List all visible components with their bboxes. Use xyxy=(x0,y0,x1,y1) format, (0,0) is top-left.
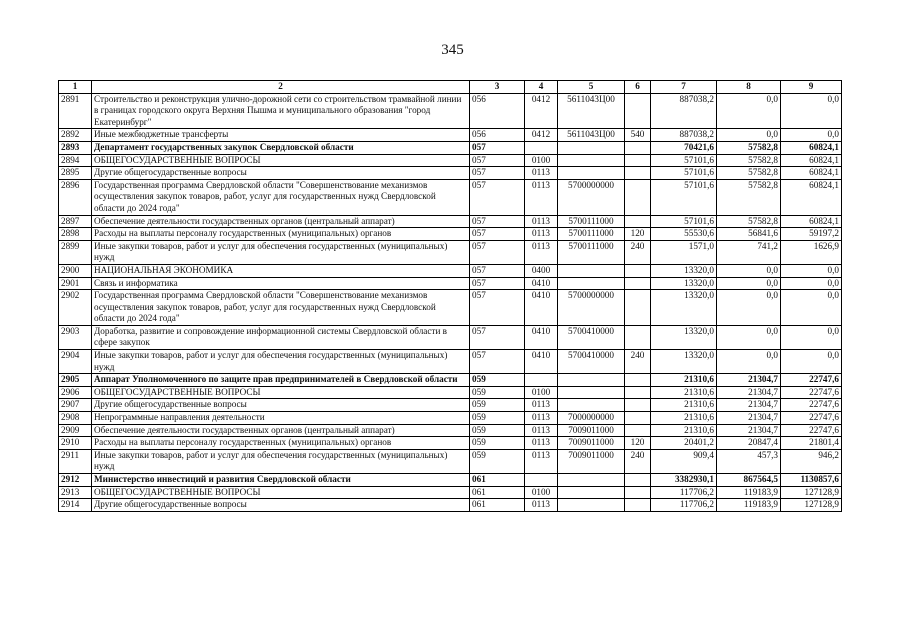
cell-name: Другие общегосударственные вопросы xyxy=(92,167,470,180)
cell-c4: 0100 xyxy=(525,486,558,499)
cell-c8: 57582,8 xyxy=(717,215,781,228)
cell-c5: 7009011000 xyxy=(558,424,625,437)
cell-c9: 22747,6 xyxy=(781,424,842,437)
cell-c6 xyxy=(625,499,651,512)
cell-id: 2904 xyxy=(59,350,92,374)
cell-c6 xyxy=(625,386,651,399)
cell-c6 xyxy=(625,215,651,228)
cell-c4: 0113 xyxy=(525,424,558,437)
table-row xyxy=(59,93,842,129)
cell-c5: 5611043Ц00 xyxy=(558,129,625,142)
cell-c8: 57582,8 xyxy=(717,179,781,215)
cell-c9: 1626,9 xyxy=(781,240,842,264)
cell-c6 xyxy=(625,167,651,180)
cell-c4: 0113 xyxy=(525,167,558,180)
cell-c8: 21304,7 xyxy=(717,386,781,399)
table-body xyxy=(59,93,842,511)
cell-c5: 5611043Ц00 xyxy=(558,93,625,129)
cell-c4 xyxy=(525,474,558,487)
cell-c8: 57582,8 xyxy=(717,167,781,180)
cell-id: 2911 xyxy=(59,449,92,473)
cell-c9: 60824,1 xyxy=(781,167,842,180)
cell-id: 2909 xyxy=(59,424,92,437)
cell-c9: 22747,6 xyxy=(781,374,842,387)
col-header: 8 xyxy=(717,81,781,94)
cell-name: Связь и информатика xyxy=(92,277,470,290)
cell-c9: 0,0 xyxy=(781,290,842,326)
cell-c3: 056 xyxy=(470,93,525,129)
col-header: 4 xyxy=(525,81,558,94)
cell-name: Обеспечение деятельности государственных органов (центральный аппарат) xyxy=(92,215,470,228)
cell-c6: 240 xyxy=(625,350,651,374)
cell-c7: 57101,6 xyxy=(651,154,717,167)
table-row xyxy=(59,350,842,374)
cell-c9: 22747,6 xyxy=(781,386,842,399)
table-row xyxy=(59,374,842,387)
cell-name: Аппарат Уполномоченного по защите прав предпринимателей в Свердловской области xyxy=(92,374,470,387)
cell-id: 2898 xyxy=(59,228,92,241)
cell-c3: 057 xyxy=(470,290,525,326)
cell-c7: 13320,0 xyxy=(651,350,717,374)
cell-c6 xyxy=(625,474,651,487)
table-row xyxy=(59,215,842,228)
cell-c8: 0,0 xyxy=(717,350,781,374)
table-row xyxy=(59,486,842,499)
cell-c5: 5700111000 xyxy=(558,240,625,264)
cell-c9: 22747,6 xyxy=(781,412,842,425)
cell-c5 xyxy=(558,474,625,487)
cell-c3: 057 xyxy=(470,154,525,167)
cell-c7: 1571,0 xyxy=(651,240,717,264)
table-row xyxy=(59,399,842,412)
cell-id: 2899 xyxy=(59,240,92,264)
cell-id: 2900 xyxy=(59,264,92,277)
cell-c6 xyxy=(625,412,651,425)
cell-c9: 60824,1 xyxy=(781,154,842,167)
cell-name: ОБЩЕГОСУДАРСТВЕННЫЕ ВОПРОСЫ xyxy=(92,154,470,167)
cell-c4: 0410 xyxy=(525,290,558,326)
cell-c4: 0410 xyxy=(525,350,558,374)
cell-c3: 059 xyxy=(470,399,525,412)
cell-id: 2893 xyxy=(59,141,92,154)
cell-c8: 457,3 xyxy=(717,449,781,473)
cell-c7: 21310,6 xyxy=(651,386,717,399)
cell-c7: 55530,6 xyxy=(651,228,717,241)
cell-name: Иные закупки товаров, работ и услуг для обеспечения государственных (муниципальных) нужд xyxy=(92,449,470,473)
cell-c8: 57582,8 xyxy=(717,141,781,154)
cell-c3: 059 xyxy=(470,386,525,399)
cell-c7: 57101,6 xyxy=(651,215,717,228)
cell-c6 xyxy=(625,325,651,349)
cell-c8: 867564,5 xyxy=(717,474,781,487)
cell-c6 xyxy=(625,93,651,129)
cell-id: 2901 xyxy=(59,277,92,290)
cell-c3: 057 xyxy=(470,179,525,215)
cell-name: Департамент государственных закупок Свердловской области xyxy=(92,141,470,154)
cell-c4: 0400 xyxy=(525,264,558,277)
cell-c8: 741,2 xyxy=(717,240,781,264)
cell-c9: 59197,2 xyxy=(781,228,842,241)
cell-c4 xyxy=(525,374,558,387)
cell-c7: 13320,0 xyxy=(651,277,717,290)
cell-c7: 21310,6 xyxy=(651,412,717,425)
table-row xyxy=(59,290,842,326)
cell-c6 xyxy=(625,154,651,167)
cell-id: 2903 xyxy=(59,325,92,349)
cell-c5 xyxy=(558,499,625,512)
table-row xyxy=(59,141,842,154)
table-row xyxy=(59,474,842,487)
cell-c5: 5700410000 xyxy=(558,350,625,374)
cell-c6: 240 xyxy=(625,240,651,264)
cell-c3: 057 xyxy=(470,325,525,349)
cell-name: Государственная программа Свердловской области "Совершенствование механизмов осуществления закупок товаров, работ, услуг для государственных нужд Свердловской области до 2024 года" xyxy=(92,179,470,215)
table-row xyxy=(59,277,842,290)
cell-id: 2895 xyxy=(59,167,92,180)
cell-c4: 0113 xyxy=(525,240,558,264)
cell-c8: 57582,8 xyxy=(717,154,781,167)
table-row xyxy=(59,129,842,142)
cell-c3: 057 xyxy=(470,215,525,228)
col-header: 6 xyxy=(625,81,651,94)
cell-c3: 057 xyxy=(470,350,525,374)
table-row xyxy=(59,449,842,473)
cell-c5 xyxy=(558,167,625,180)
cell-c3: 061 xyxy=(470,486,525,499)
table-row xyxy=(59,499,842,512)
cell-name: Доработка, развитие и сопровождение информационной системы Свердловской области в сфере закупок xyxy=(92,325,470,349)
cell-c9: 21801,4 xyxy=(781,437,842,450)
cell-c4: 0100 xyxy=(525,154,558,167)
cell-c7: 20401,2 xyxy=(651,437,717,450)
cell-c7: 57101,6 xyxy=(651,167,717,180)
cell-c6 xyxy=(625,424,651,437)
cell-c3: 059 xyxy=(470,412,525,425)
cell-c4: 0113 xyxy=(525,412,558,425)
table-row xyxy=(59,179,842,215)
cell-c6: 240 xyxy=(625,449,651,473)
cell-c7: 21310,6 xyxy=(651,374,717,387)
cell-name: Обеспечение деятельности государственных органов (центральный аппарат) xyxy=(92,424,470,437)
cell-c9: 946,2 xyxy=(781,449,842,473)
cell-c8: 119183,9 xyxy=(717,499,781,512)
cell-id: 2910 xyxy=(59,437,92,450)
cell-c8: 0,0 xyxy=(717,129,781,142)
cell-c5 xyxy=(558,154,625,167)
col-header: 5 xyxy=(558,81,625,94)
cell-id: 2894 xyxy=(59,154,92,167)
cell-c7: 21310,6 xyxy=(651,399,717,412)
cell-name: Другие общегосударственные вопросы xyxy=(92,399,470,412)
cell-name: Строительство и реконструкция улично-дорожной сети со строительством трамвайной линии в границах городского округа Верхняя Пышма и муниципального образования "город Екатеринбург" xyxy=(92,93,470,129)
table-row xyxy=(59,412,842,425)
cell-c8: 0,0 xyxy=(717,290,781,326)
cell-c8: 0,0 xyxy=(717,277,781,290)
cell-name: Государственная программа Свердловской области "Совершенствование механизмов осуществления закупок товаров, работ, услуг для государственных нужд Свердловской области до 2024 года" xyxy=(92,290,470,326)
cell-name: НАЦИОНАЛЬНАЯ ЭКОНОМИКА xyxy=(92,264,470,277)
cell-c6 xyxy=(625,277,651,290)
cell-c9: 22747,6 xyxy=(781,399,842,412)
cell-c8: 0,0 xyxy=(717,93,781,129)
cell-c9: 60824,1 xyxy=(781,141,842,154)
cell-name: Непрограммные направления деятельности xyxy=(92,412,470,425)
cell-c6: 120 xyxy=(625,228,651,241)
cell-c5: 7009011000 xyxy=(558,449,625,473)
cell-c9: 0,0 xyxy=(781,129,842,142)
cell-id: 2897 xyxy=(59,215,92,228)
cell-c7: 117706,2 xyxy=(651,486,717,499)
cell-c5 xyxy=(558,486,625,499)
cell-c8: 21304,7 xyxy=(717,399,781,412)
cell-c4: 0410 xyxy=(525,325,558,349)
cell-c9: 60824,1 xyxy=(781,215,842,228)
cell-c8: 21304,7 xyxy=(717,412,781,425)
cell-c8: 119183,9 xyxy=(717,486,781,499)
table-row xyxy=(59,167,842,180)
cell-c7: 117706,2 xyxy=(651,499,717,512)
cell-c5: 5700000000 xyxy=(558,290,625,326)
cell-c8: 0,0 xyxy=(717,325,781,349)
cell-c7: 57101,6 xyxy=(651,179,717,215)
cell-c6 xyxy=(625,290,651,326)
cell-c9: 127128,9 xyxy=(781,486,842,499)
table-row xyxy=(59,240,842,264)
table-row xyxy=(59,228,842,241)
cell-c3: 057 xyxy=(470,264,525,277)
col-header: 9 xyxy=(781,81,842,94)
cell-name: Министерство инвестиций и развития Свердловской области xyxy=(92,474,470,487)
cell-id: 2906 xyxy=(59,386,92,399)
cell-c4: 0113 xyxy=(525,399,558,412)
table-row xyxy=(59,437,842,450)
cell-c4: 0412 xyxy=(525,93,558,129)
cell-c7: 13320,0 xyxy=(651,290,717,326)
cell-id: 2896 xyxy=(59,179,92,215)
cell-c7: 70421,6 xyxy=(651,141,717,154)
cell-c3: 057 xyxy=(470,167,525,180)
cell-c7: 3382930,1 xyxy=(651,474,717,487)
cell-c5: 7000000000 xyxy=(558,412,625,425)
cell-c5 xyxy=(558,277,625,290)
col-header: 1 xyxy=(59,81,92,94)
cell-c9: 60824,1 xyxy=(781,179,842,215)
cell-id: 2907 xyxy=(59,399,92,412)
cell-c3: 059 xyxy=(470,424,525,437)
col-header: 7 xyxy=(651,81,717,94)
table-row xyxy=(59,325,842,349)
cell-c4: 0100 xyxy=(525,386,558,399)
cell-c5: 5700410000 xyxy=(558,325,625,349)
cell-c4: 0113 xyxy=(525,437,558,450)
cell-c3: 057 xyxy=(470,141,525,154)
cell-c6: 120 xyxy=(625,437,651,450)
cell-name: ОБЩЕГОСУДАРСТВЕННЫЕ ВОПРОСЫ xyxy=(92,386,470,399)
cell-c3: 061 xyxy=(470,474,525,487)
cell-c5 xyxy=(558,374,625,387)
cell-c3: 059 xyxy=(470,374,525,387)
cell-c9: 0,0 xyxy=(781,277,842,290)
cell-c6 xyxy=(625,399,651,412)
cell-c9: 0,0 xyxy=(781,350,842,374)
cell-c5: 5700000000 xyxy=(558,179,625,215)
cell-c5 xyxy=(558,264,625,277)
table-row xyxy=(59,424,842,437)
cell-id: 2891 xyxy=(59,93,92,129)
cell-name: Иные межбюджетные трансферты xyxy=(92,129,470,142)
cell-c8: 0,0 xyxy=(717,264,781,277)
cell-c7: 13320,0 xyxy=(651,325,717,349)
cell-name: Расходы на выплаты персоналу государственных (муниципальных) органов xyxy=(92,228,470,241)
table-row xyxy=(59,154,842,167)
cell-c5 xyxy=(558,386,625,399)
cell-name: ОБЩЕГОСУДАРСТВЕННЫЕ ВОПРОСЫ xyxy=(92,486,470,499)
cell-c6 xyxy=(625,264,651,277)
col-header: 2 xyxy=(92,81,470,94)
cell-c4: 0113 xyxy=(525,215,558,228)
cell-c3: 059 xyxy=(470,449,525,473)
cell-name: Другие общегосударственные вопросы xyxy=(92,499,470,512)
cell-c8: 20847,4 xyxy=(717,437,781,450)
cell-c9: 0,0 xyxy=(781,264,842,277)
cell-c3: 059 xyxy=(470,437,525,450)
cell-c4: 0113 xyxy=(525,449,558,473)
cell-c7: 13320,0 xyxy=(651,264,717,277)
cell-c4 xyxy=(525,141,558,154)
cell-id: 2912 xyxy=(59,474,92,487)
cell-id: 2914 xyxy=(59,499,92,512)
header-row xyxy=(59,81,842,94)
cell-id: 2902 xyxy=(59,290,92,326)
cell-c4: 0113 xyxy=(525,228,558,241)
table-row xyxy=(59,386,842,399)
cell-c4: 0113 xyxy=(525,179,558,215)
cell-id: 2892 xyxy=(59,129,92,142)
cell-c7: 887038,2 xyxy=(651,129,717,142)
cell-c5: 5700111000 xyxy=(558,215,625,228)
cell-c3: 056 xyxy=(470,129,525,142)
cell-c7: 887038,2 xyxy=(651,93,717,129)
cell-name: Расходы на выплаты персоналу государственных (муниципальных) органов xyxy=(92,437,470,450)
cell-c5: 7009011000 xyxy=(558,437,625,450)
cell-id: 2913 xyxy=(59,486,92,499)
cell-c4: 0410 xyxy=(525,277,558,290)
cell-c6 xyxy=(625,486,651,499)
cell-c5: 5700111000 xyxy=(558,228,625,241)
cell-c8: 21304,7 xyxy=(717,374,781,387)
cell-name: Иные закупки товаров, работ и услуг для обеспечения государственных (муниципальных) нужд xyxy=(92,240,470,264)
cell-c5 xyxy=(558,399,625,412)
cell-c3: 057 xyxy=(470,277,525,290)
cell-c7: 21310,6 xyxy=(651,424,717,437)
cell-name: Иные закупки товаров, работ и услуг для обеспечения государственных (муниципальных) нужд xyxy=(92,350,470,374)
col-header: 3 xyxy=(470,81,525,94)
cell-c6 xyxy=(625,141,651,154)
cell-c9: 127128,9 xyxy=(781,499,842,512)
cell-c4: 0412 xyxy=(525,129,558,142)
cell-c6: 540 xyxy=(625,129,651,142)
cell-c5 xyxy=(558,141,625,154)
table-row xyxy=(59,264,842,277)
page-number: 345 xyxy=(441,42,464,58)
cell-id: 2905 xyxy=(59,374,92,387)
cell-c8: 21304,7 xyxy=(717,424,781,437)
cell-c6 xyxy=(625,374,651,387)
cell-id: 2908 xyxy=(59,412,92,425)
cell-c3: 057 xyxy=(470,240,525,264)
budget-table xyxy=(58,80,842,512)
cell-c6 xyxy=(625,179,651,215)
cell-c3: 061 xyxy=(470,499,525,512)
cell-c8: 56841,6 xyxy=(717,228,781,241)
cell-c3: 057 xyxy=(470,228,525,241)
cell-c9: 0,0 xyxy=(781,325,842,349)
cell-c7: 909,4 xyxy=(651,449,717,473)
cell-c9: 0,0 xyxy=(781,93,842,129)
cell-c9: 1130857,6 xyxy=(781,474,842,487)
cell-c4: 0113 xyxy=(525,499,558,512)
